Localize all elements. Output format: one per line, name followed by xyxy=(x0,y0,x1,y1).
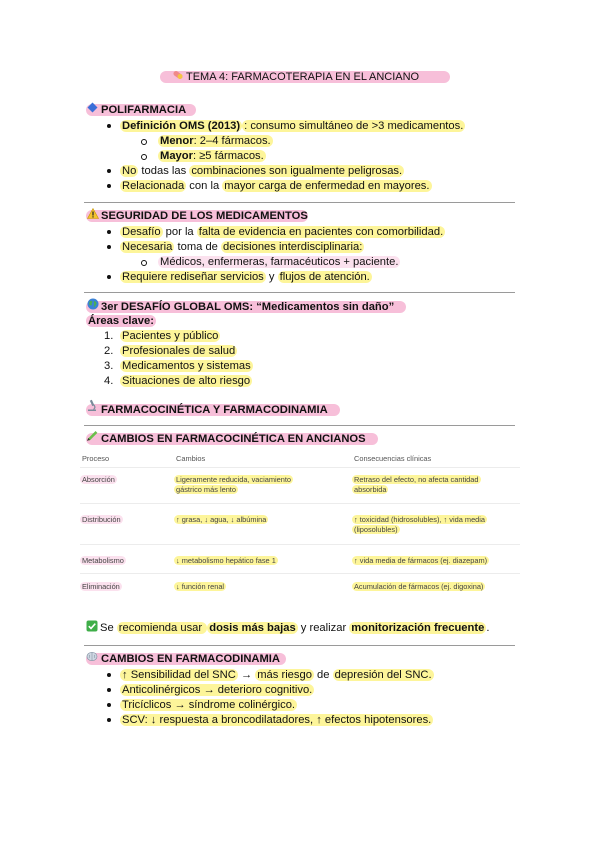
list-number: 1. xyxy=(104,330,114,342)
b2-text: Anticolinérgicos → deterioro cognitivo. xyxy=(122,684,313,696)
list-item xyxy=(120,344,237,358)
rec-a: Se xyxy=(100,622,117,634)
divider xyxy=(84,292,515,293)
table-cell-cambios xyxy=(174,556,278,566)
proceso-text: Metabolismo xyxy=(82,556,124,565)
b3-text: Tricíclicos → síndrome colinérgico. xyxy=(122,699,296,711)
table-cell-consecuencias xyxy=(352,556,489,566)
consecuencias-line: Retraso del efecto, no afecta cantidad xyxy=(354,475,479,484)
table-cell-cambios xyxy=(174,515,268,525)
proceso-text: Distribución xyxy=(82,515,121,524)
b3-a: Relacionada xyxy=(122,180,185,192)
cambios-line: gástrico más lento xyxy=(176,485,236,494)
bullet xyxy=(107,275,111,279)
table-divider xyxy=(80,544,520,545)
table-cell-proceso xyxy=(80,582,122,592)
b3-a: Requiere rediseñar servicios xyxy=(122,271,264,283)
bullet xyxy=(107,703,111,707)
b1-d: de xyxy=(313,669,333,681)
bullet xyxy=(107,245,111,249)
rec-d: y realizar xyxy=(297,622,350,634)
consecuencias-line: absorbida xyxy=(354,485,387,494)
b1-c: falta de evidencia en pacientes con comorbilidad. xyxy=(198,226,444,238)
table-cell-consecuencias xyxy=(352,515,487,535)
list-number: 4. xyxy=(104,375,114,387)
b2-c: decisiones interdisciplinaria: xyxy=(223,241,363,253)
seguridad-bullet-3 xyxy=(120,270,372,284)
desafio-heading: 3er DESAFÍO GLOBAL OMS: “Medicamentos sin daño” xyxy=(101,301,395,313)
list-number: 2. xyxy=(104,345,114,357)
table-cell-cambios xyxy=(174,582,226,592)
recommendation xyxy=(100,621,489,635)
table-cell-proceso xyxy=(80,475,117,485)
warning-icon xyxy=(87,206,99,224)
consecuencias-line: ↑ toxicidad (hidrosolubles), ↑ vida media xyxy=(354,515,486,524)
polifarmacia-definition xyxy=(120,119,465,133)
table-header-proceso: Proceso xyxy=(82,454,110,463)
b3-c: mayor carga de enfermedad en mayores. xyxy=(224,180,430,192)
b3-b: con la xyxy=(186,180,223,192)
polifarmacia-menor xyxy=(158,134,273,148)
proceso-text: Absorción xyxy=(82,475,115,484)
menor-text: : 2–4 fármacos. xyxy=(193,135,271,147)
b1-e: depresión del SNC. xyxy=(334,669,432,681)
table-cell-consecuencias xyxy=(352,475,481,495)
sub-text: Médicos, enfermeras, farmacéuticos + paciente. xyxy=(160,256,399,268)
b1-a: ↑ Sensibilidad del SNC xyxy=(122,669,236,681)
rec-c: dosis más bajas xyxy=(209,622,296,634)
cinetica-heading: CAMBIOS EN FARMACOCINÉTICA EN ANCIANOS xyxy=(101,433,366,445)
b3-c: flujos de atención. xyxy=(279,271,370,283)
bullet xyxy=(107,673,111,677)
pill-icon xyxy=(172,68,184,86)
menor-label: Menor xyxy=(160,135,194,147)
cambios-line: ↓ metabolismo hepático fase 1 xyxy=(176,556,276,565)
seguridad-heading: SEGURIDAD DE LOS MEDICAMENTOS xyxy=(101,210,308,222)
rec-b: recomienda usar xyxy=(118,622,206,634)
consecuencias-line: ↑ vida media de fármacos (ej. diazepam) xyxy=(354,556,488,565)
page-title: TEMA 4: FARMACOTERAPIA EN EL ANCIANO xyxy=(186,71,420,83)
bullet xyxy=(107,718,111,722)
brain-icon xyxy=(86,649,98,667)
list-item xyxy=(120,359,253,373)
area-item: Pacientes y público xyxy=(122,330,219,342)
table-cell-consecuencias xyxy=(352,582,485,592)
list-item xyxy=(120,329,220,343)
table-cell-proceso xyxy=(80,515,123,525)
check-icon xyxy=(86,619,98,637)
consecuencias-line: (liposolubles) xyxy=(354,525,398,534)
farmaco-heading: FARMACOCINÉTICA Y FARMACODINAMIA xyxy=(101,404,328,416)
divider xyxy=(84,425,515,426)
consecuencias-line: Acumulación de fármacos (ej. digoxina) xyxy=(354,582,484,591)
polifarmacia-bullet-2 xyxy=(120,164,404,178)
b4-text: SCV: ↓ respuesta a broncodilatadores, ↑ efectos hipotensores. xyxy=(122,714,432,726)
list-item xyxy=(120,374,252,388)
table-cell-proceso xyxy=(80,556,126,566)
bullet xyxy=(107,124,111,128)
cambios-line: ↓ función renal xyxy=(176,582,225,591)
b2-b: toma de xyxy=(174,241,222,253)
sub-bullet xyxy=(141,154,147,160)
polifarmacia-heading: POLIFARMACIA xyxy=(101,104,187,116)
microscope-icon xyxy=(86,399,98,417)
b1-c: más riesgo xyxy=(257,669,312,681)
area-item: Medicamentos y sistemas xyxy=(122,360,251,372)
dinamia-bullet-1 xyxy=(120,668,434,682)
mayor-label: Mayor xyxy=(160,150,193,162)
area-item: Situaciones de alto riesgo xyxy=(122,375,251,387)
areas-label-text: Áreas clave: xyxy=(88,315,154,327)
b2-a: No xyxy=(122,165,137,177)
b2-b: todas las xyxy=(138,165,190,177)
bullet xyxy=(107,169,111,173)
globe-icon xyxy=(87,297,99,315)
pencil-icon xyxy=(86,429,98,447)
seguridad-bullet-1 xyxy=(120,225,445,239)
b1-a: Desafío xyxy=(122,226,161,238)
table-header-cambios: Cambios xyxy=(176,454,206,463)
dinamia-bullet-2 xyxy=(120,683,314,697)
rec-f: . xyxy=(486,622,490,634)
divider xyxy=(84,645,515,646)
rec-e: monitorización frecuente xyxy=(351,622,485,634)
bullet xyxy=(107,230,111,234)
dinamia-heading: CAMBIOS EN FARMACODINAMIA xyxy=(101,653,280,665)
cambios-line: Ligeramente reducida, vaciamiento xyxy=(176,475,292,484)
diamond-icon xyxy=(87,100,98,118)
sub-bullet xyxy=(141,139,147,145)
b2-a: Necesaria xyxy=(122,241,173,253)
table-divider xyxy=(80,573,520,574)
divider xyxy=(84,202,515,203)
table-divider xyxy=(80,503,520,504)
definition-label: Definición OMS (2013) xyxy=(122,120,241,132)
areas-label xyxy=(86,314,156,328)
list-number: 3. xyxy=(104,360,114,372)
definition-text: : consumo simultáneo de >3 medicamentos. xyxy=(244,120,464,132)
table-header-consecuencias: Consecuencias clínicas xyxy=(354,454,432,463)
mayor-text: : ≥5 fármacos. xyxy=(192,150,264,162)
dinamia-bullet-3 xyxy=(120,698,297,712)
b1-b: → xyxy=(237,669,256,681)
area-item: Profesionales de salud xyxy=(122,345,236,357)
seguridad-sub xyxy=(158,255,400,269)
b3-b: y xyxy=(265,271,278,283)
dinamia-bullet-4 xyxy=(120,713,433,727)
proceso-text: Eliminación xyxy=(82,582,120,591)
seguridad-bullet-2 xyxy=(120,240,364,254)
polifarmacia-mayor xyxy=(158,149,266,163)
sub-bullet xyxy=(141,260,147,266)
table-cell-cambios xyxy=(174,475,293,495)
table-divider xyxy=(80,467,520,468)
bullet xyxy=(107,688,111,692)
b1-b: por la xyxy=(162,226,197,238)
bullet xyxy=(107,184,111,188)
cambios-line: ↑ grasa, ↓ agua, ↓ albúmina xyxy=(176,515,267,524)
polifarmacia-bullet-3 xyxy=(120,179,432,193)
b2-c: combinaciones son igualmente peligrosas. xyxy=(191,165,403,177)
